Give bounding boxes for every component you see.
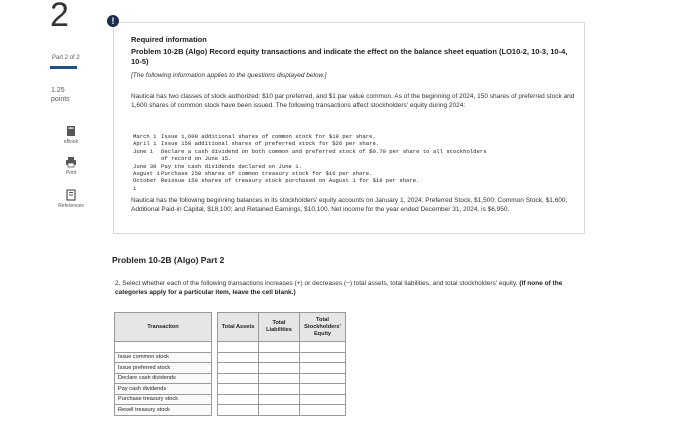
points (51, 86, 70, 104)
header-transaction: Transaction (115, 313, 212, 342)
liabilities-select[interactable] (259, 352, 300, 363)
assets-select[interactable] (218, 363, 259, 374)
points-label: points (51, 96, 70, 103)
equity-select[interactable] (300, 405, 346, 416)
row-label: Pay cash dividends (115, 384, 212, 395)
transaction-row (133, 163, 578, 170)
points-value: 1.25 (51, 87, 65, 94)
transaction-text: Pay the cash dividends declared on June 1. (161, 162, 302, 170)
info-icon: ! (107, 15, 119, 27)
spacer-cell (218, 342, 259, 353)
spacer-cell (115, 342, 212, 353)
transaction-text: Issue 150 additional shares of preferred stock for $26 per share. (161, 140, 380, 148)
section-title: Problem 10-2B (Algo) Part 2 (112, 255, 225, 265)
header-total-liabilities: Total Liabilities (259, 313, 300, 342)
transaction-date: June 1 (133, 147, 154, 155)
equity-select[interactable] (300, 384, 346, 395)
transaction-date: October 1 (133, 177, 157, 192)
transaction-text: of record on June 15. (161, 155, 232, 163)
print-button[interactable] (56, 156, 86, 176)
row-label: Issue common stock (115, 352, 212, 363)
table-row (115, 405, 346, 416)
problem-title: Problem 10-2B (Algo) Record equity transactions and indicate the effect on the balance sheet equation (LO10-2, 10-3, 10-4, 10-5) (131, 47, 568, 66)
transaction-text: Reissue 150 shares of treasury stock purchased on August 1 for $18 per share. (161, 177, 420, 185)
transaction-date: August 1 (133, 170, 160, 178)
assets-select[interactable] (218, 373, 259, 384)
question-prompt: 2. Select whether each of the following transactions increases (+) or decreases (−) total assets, total liabilities, and total stockholders' equity. (115, 280, 518, 287)
assets-select[interactable] (218, 352, 259, 363)
transaction-row (133, 177, 578, 192)
liabilities-select[interactable] (259, 363, 300, 374)
header-total-stockholders-equity: Total Stockholders' Equity (300, 313, 346, 342)
part-progress-bar (50, 66, 77, 69)
question-number: 2 (50, 0, 69, 34)
print-icon (65, 156, 77, 168)
equity-select[interactable] (300, 352, 346, 363)
liabilities-select[interactable] (259, 405, 300, 416)
table-header-row (115, 313, 346, 342)
transaction-row (133, 155, 578, 162)
transaction-text: Purchase 250 shares of common treasury stock for $16 per share. (161, 170, 373, 178)
transaction-list (133, 133, 578, 192)
transaction-date (133, 155, 161, 162)
header-total-assets: Total Assets (218, 313, 259, 342)
transaction-row (133, 170, 578, 177)
transaction-row (133, 133, 578, 140)
ebook-button[interactable] (56, 125, 86, 145)
transaction-row (133, 148, 578, 155)
table-row (115, 384, 346, 395)
beginning-balances-text: Nautical has the following beginning balances in its stockholders' equity accounts on January 1, 2024: Preferred Stock, $1,500; Common Stock, $1,600; Additional Paid-in Capital, $18,100; and Retained Earnings, $10,100. Net income for the year ended December 31, 2024, is $6,950. (131, 197, 568, 213)
equity-select[interactable] (300, 373, 346, 384)
liabilities-select[interactable] (259, 384, 300, 395)
ebook-label: eBook (63, 139, 79, 145)
liabilities-select[interactable] (259, 394, 300, 405)
liabilities-select[interactable] (259, 373, 300, 384)
assets-select[interactable] (218, 394, 259, 405)
sidebar (0, 0, 95, 436)
transaction-text: Issue 1,600 additional shares of common stock for $19 per share. (161, 133, 376, 140)
row-label: Purchase treasury stock (115, 394, 212, 405)
row-label: Resell treasury stock (115, 405, 212, 416)
assets-select[interactable] (218, 405, 259, 416)
transaction-date: March 1 (133, 133, 157, 140)
answer-table (114, 312, 346, 416)
table-row (115, 352, 346, 363)
spacer-cell (300, 342, 346, 353)
references-icon (65, 189, 77, 201)
note: [The following information applies to the questions displayed below.] (131, 72, 327, 79)
row-label: Declare cash dividends (115, 373, 212, 384)
print-label: Print (65, 170, 77, 176)
part-label: Part 2 of 2 (52, 55, 80, 61)
intro-text: Nautical has two classes of stock authorized: $10 par preferred, and $1 par value common. As of the beginning of 2024, 150 shares of preferred stock and 1,600 shares of common stock have been issued. The following transactions affect stockholders' equity during 2024: (131, 93, 575, 109)
transaction-text: Declare a cash dividend on both common and preferred stock of $0.70 per share to all stockholders (161, 147, 487, 155)
table-row (115, 363, 346, 374)
book-icon (65, 125, 77, 137)
question-instruction: (If none of the categories apply for a particular item, leave the cell blank.) (115, 280, 563, 296)
references-label: References (58, 203, 84, 209)
table-row (115, 394, 346, 405)
question-text (115, 279, 585, 297)
equity-select[interactable] (300, 394, 346, 405)
spacer-cell (259, 342, 300, 353)
table-row (115, 373, 346, 384)
transaction-date: April 1 (133, 140, 157, 148)
row-label: Issue preferred stock (115, 363, 212, 374)
required-label: Required information (131, 35, 207, 44)
table-spacer-row (115, 342, 346, 353)
references-button[interactable] (56, 189, 86, 209)
assets-select[interactable] (218, 384, 259, 395)
equity-select[interactable] (300, 363, 346, 374)
transaction-row (133, 140, 578, 147)
transaction-date: June 30 (133, 162, 157, 170)
